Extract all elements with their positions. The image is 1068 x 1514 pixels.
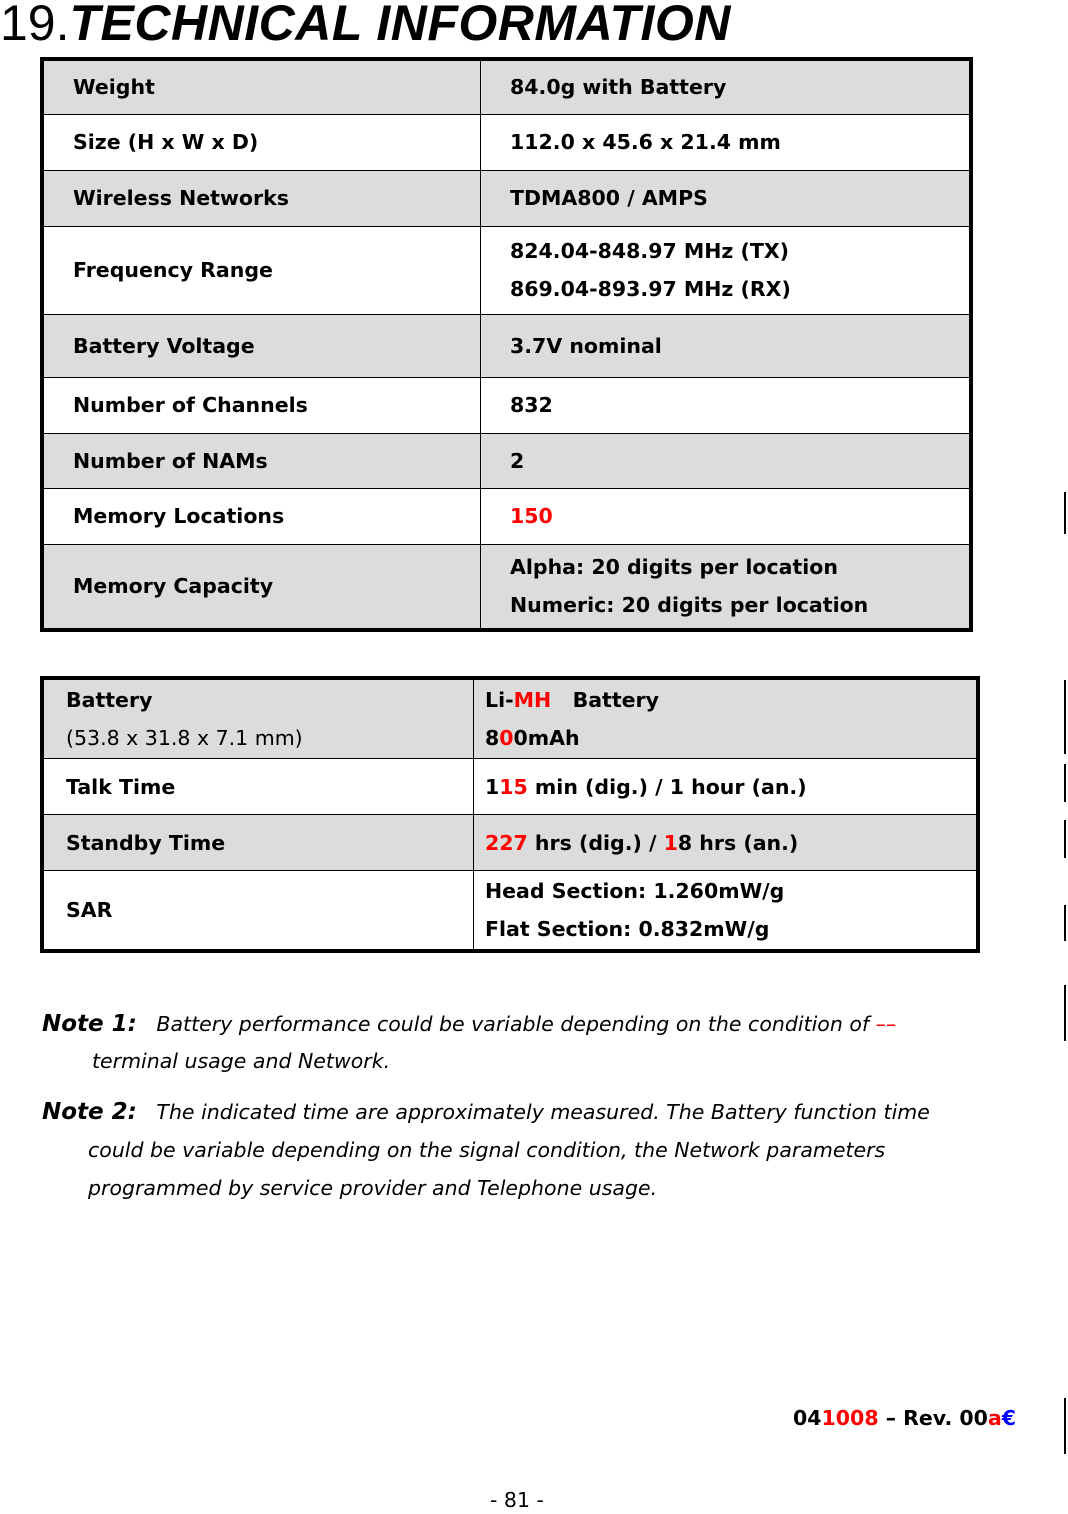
spec-value: 150 [481,488,972,544]
standby-time-part: hrs (dig.) / [527,830,664,855]
change-bar [1064,905,1066,941]
battery-chemistry: MH [513,688,552,712]
note-1-text: Battery performance could be variable depending on the condition of [156,1012,870,1036]
spec-value-line: 824.04-848.97 MHz (TX) [510,239,790,263]
battery-capacity-part: 0mAh [513,726,580,750]
table-row [42,488,971,544]
spec-label: Wireless Networks [42,170,481,226]
table-row [42,377,971,433]
change-bar [1064,680,1066,754]
table-row [42,759,978,815]
standby-time-value [474,815,979,871]
rev-part: – Rev. 00 [878,1406,988,1430]
page-number: - 81 - [490,1488,544,1512]
standby-time-part: 8 hrs (an.) [677,830,799,855]
talk-time-part: 15 [499,774,528,799]
table-row [42,544,971,630]
note-2 [42,1094,1042,1207]
spec-label: Battery Voltage [42,314,481,377]
spec-label: Number of NAMs [42,433,481,488]
note-1 [42,1006,1042,1080]
table-row [42,871,978,952]
sar-value [474,871,979,952]
spec-value [481,226,972,314]
sar-value-line: Flat Section: 0.832mW/g [485,917,770,941]
spec-label: Memory Capacity [42,544,481,630]
change-bar [1064,985,1066,1041]
battery-capacity-part: 0 [499,726,514,750]
spec-value: 112.0 x 45.6 x 21.4 mm [481,114,972,170]
spec-label: Frequency Range [42,226,481,314]
rev-part: € [1001,1406,1017,1430]
rev-part: 1008 [821,1406,879,1430]
table-row [42,114,971,170]
standby-time-label: Standby Time [42,815,474,871]
heading-title: TECHNICAL INFORMATION [69,0,731,51]
note-1-text-cont: terminal usage and Network. [92,1049,391,1073]
spec-value-line: Alpha: 20 digits per location [510,555,838,580]
table-row [42,170,971,226]
rev-part: 04 [793,1406,822,1430]
revision-label [793,1402,1016,1434]
change-bar [1064,492,1066,534]
note-1-dashes: –– [875,1012,897,1036]
table-row [42,59,971,114]
battery-type-prefix: Li- [485,688,514,712]
spec-label: Memory Locations [42,488,481,544]
battery-label [42,678,474,759]
battery-capacity [485,719,975,757]
change-bar [1064,1398,1066,1454]
talk-time-label: Talk Time [42,759,474,815]
spec-value: 3.7V nominal [481,314,972,377]
change-bar [1064,764,1066,802]
talk-time-part: 1 [485,774,500,799]
battery-value [474,678,979,759]
heading-number: 19. [0,0,70,51]
table-row [42,433,971,488]
spec-value-line: Numeric: 20 digits per location [510,593,869,618]
battery-type-suffix: Battery [572,688,660,712]
table-row [42,678,978,759]
note-2-text: The indicated time are approximately measured. The Battery function time [156,1100,930,1124]
note-1-label: Note 1: [42,1011,137,1037]
spec-value: 832 [481,377,972,433]
table-row [42,314,971,377]
spec-value: 84.0g with Battery [481,59,972,114]
battery-type [485,681,975,719]
battery-table [40,676,980,953]
battery-label-text: Battery [66,688,153,712]
standby-time-part: 227 [485,830,528,855]
spec-table [40,57,973,632]
table-row [42,815,978,871]
talk-time-value [474,759,979,815]
spec-label: Size (H x W x D) [42,114,481,170]
note-2-label: Note 2: [42,1099,137,1125]
notes [42,1006,1042,1207]
spec-value: TDMA800 / AMPS [481,170,972,226]
page-heading [0,0,731,52]
battery-capacity-part: 8 [485,726,500,750]
table-row [42,226,971,314]
note-2-text-cont: could be variable depending on the signal condition, the Network parameters [88,1138,886,1162]
rev-part: a [987,1406,1002,1430]
standby-time-part: 1 [663,830,678,855]
spec-value [481,544,972,630]
spec-value: 2 [481,433,972,488]
spec-label: Weight [42,59,481,114]
sar-label: SAR [42,871,474,952]
change-bar [1064,820,1066,858]
talk-time-part: min (dig.) / 1 hour (an.) [527,774,807,799]
battery-dimensions: (53.8 x 31.8 x 7.1 mm) [66,726,303,750]
spec-label: Number of Channels [42,377,481,433]
sar-value-line: Head Section: 1.260mW/g [485,879,785,903]
note-2-text-cont: programmed by service provider and Telephone usage. [88,1176,658,1200]
spec-value-line: 869.04-893.97 MHz (RX) [510,277,791,301]
